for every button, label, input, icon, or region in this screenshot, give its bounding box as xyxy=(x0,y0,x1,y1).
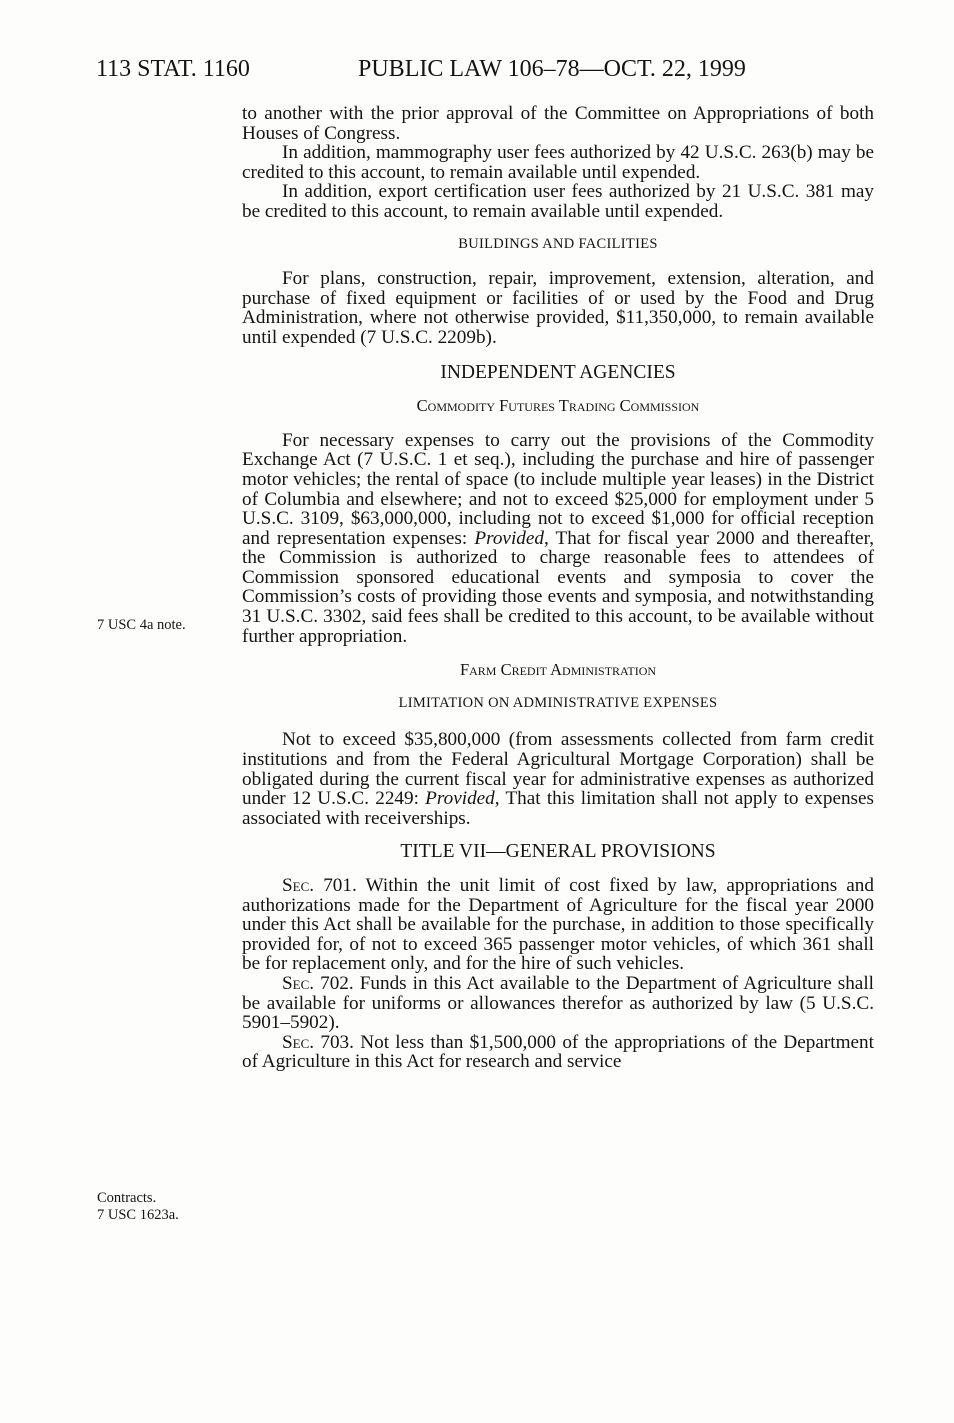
fca-text-a: Not to exceed $35,800,000 (from assessments collected from farm credit institutions and from the Federal Agricultural Mortgage Corporation) shall be obligated during the current fiscal year for administrative expenses as authorized under 12 U.S.C. 2249: xyxy=(242,729,874,810)
paragraph-export-certification-fees: In addition, export certification user fees authorized by 21 U.S.C. 381 may be credited to this account, to remain available until expended. xyxy=(242,181,874,222)
heading-cftc: Commodity Futures Trading Commission xyxy=(416,396,700,416)
section-701-label: Sec. 701. xyxy=(282,875,357,896)
cftc-text-a: For necessary expenses to carry out the provisions of the Commodity Exchange Act (7 U.S.C. 1 et seq.), including the purchase and hire of passenger motor vehicles; the rental of space (to include multiple year leases) in the District of Columbia and elsewhere; and not to exceed $25,000 for employment under 5 U.S.C. 3109, $63,000,000, including not to exceed $1,000 for official reception and representation expenses: xyxy=(242,429,874,549)
section-703 xyxy=(242,1033,874,1072)
heading-farm-credit-administration: Farm Credit Administration xyxy=(459,660,657,680)
section-703-text: Not less than $1,500,000 of the appropriations of the Department of Agriculture in this Act for research and service xyxy=(242,1031,874,1073)
heading-buildings-facilities: BUILDINGS AND FACILITIES xyxy=(458,235,658,252)
heading-independent-agencies: INDEPENDENT AGENCIES xyxy=(440,361,676,383)
cftc-provided: Provided xyxy=(474,527,544,549)
fca-text-b: , That this limitation shall not apply to expenses associated with receiverships. xyxy=(242,788,875,829)
margin-note-7usc4a: 7 USC 4a note. xyxy=(97,617,186,633)
paragraph-mammography-fees: In addition, mammography user fees authorized by 42 U.S.C. 263(b) may be credited to this account, to remain available until expended. xyxy=(242,142,874,183)
stat-page-number: 113 STAT. 1160 xyxy=(96,56,250,82)
paragraph-fca-limitation xyxy=(242,730,874,828)
margin-note-contracts: Contracts. xyxy=(97,1190,157,1206)
section-703-label: Sec. 703. xyxy=(282,1031,354,1053)
section-701-text: Within the unit limit of cost fixed by law, appropriations and authorizations made for the Department of Agriculture for the fiscal year 2000 under this Act shall be available for the purchase, in addition to those specifically provided for, of not to exceed 365 passenger motor vehicles, of which 361 shall be for replacement only, and for the hire of such vehicles. xyxy=(242,875,874,975)
paragraph-continuation: to another with the prior approval of the Committee on Appropriations of both Houses of Congress. xyxy=(242,103,874,144)
paragraph-buildings-facilities: For plans, construction, repair, improvement, extension, alteration, and purchase of fixed equipment or facilities of or used by the Food and Drug Administration, where not otherwise provided, $11,350,000, to remain available until expended (7 U.S.C. 2209b). xyxy=(242,268,874,348)
statute-body xyxy=(242,104,874,1072)
section-701 xyxy=(242,876,874,974)
section-702 xyxy=(242,974,874,1033)
public-law-citation: PUBLIC LAW 106–78—OCT. 22, 1999 xyxy=(358,56,746,82)
cftc-text-b: , That for fiscal year 2000 and thereafter, the Commission is authorized to charge reasonable fees to attendees of Commission sponsored educational events and symposia to cover the Commission’s costs of providing those events and symposia, and notwithstanding 31 U.S.C. 3302, said fees shall be credited to this account, to be available without further appropriation. xyxy=(242,527,874,647)
section-702-text: Funds in this Act available to the Department of Agriculture shall be available for uniforms or allowances therefor as authorized by law (5 U.S.C. 5901–5902). xyxy=(242,972,874,1034)
heading-title-vii: TITLE VII—GENERAL PROVISIONS xyxy=(400,841,716,863)
heading-limitation-admin-expenses: LIMITATION ON ADMINISTRATIVE EXPENSES xyxy=(398,694,718,711)
margin-note-7usc1623a: 7 USC 1623a. xyxy=(97,1207,179,1223)
section-702-label: Sec. 702. xyxy=(282,972,354,994)
fca-provided: Provided xyxy=(425,788,495,810)
paragraph-cftc xyxy=(242,431,874,647)
